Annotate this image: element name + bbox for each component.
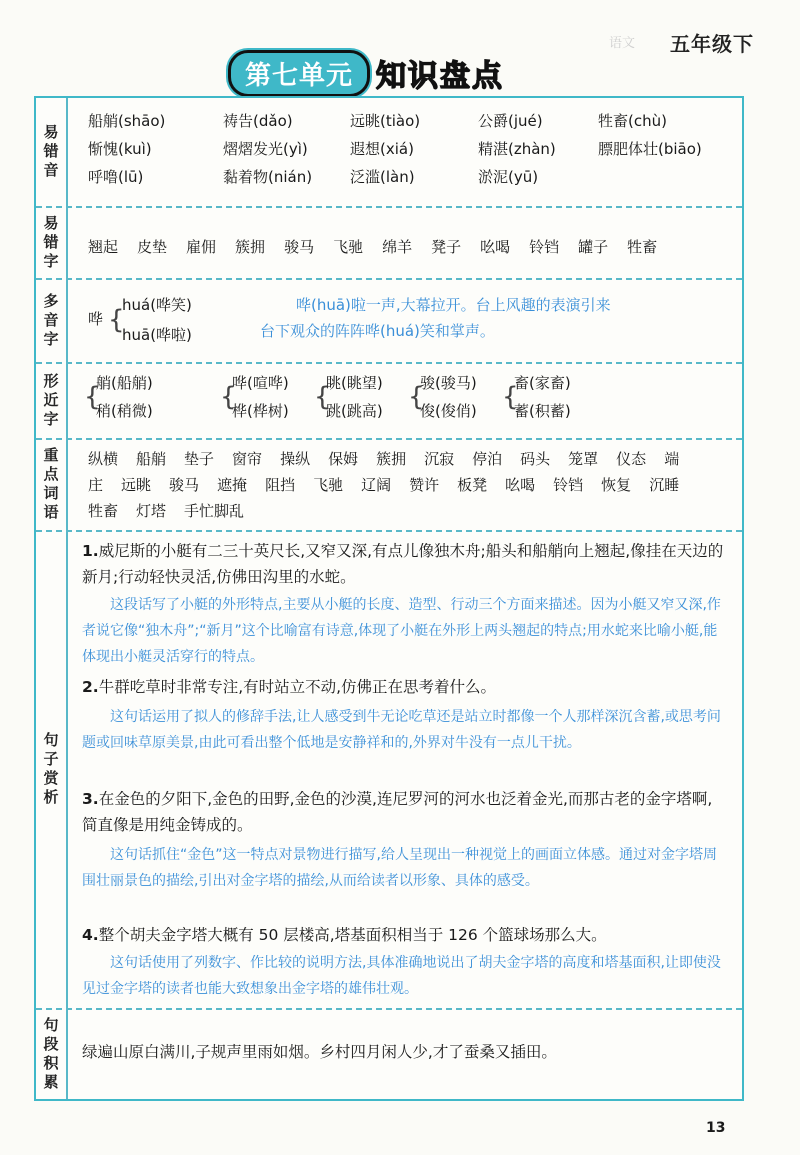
sentence-text: 威尼斯的小艇有二三十英尺长,又窄又深,有点儿像独木舟;船头和船艄向上翘起,像挂在天边的新月;行动轻快灵活,仿佛田沟里的水蛇。	[82, 542, 724, 586]
keyword: 保姆	[328, 450, 359, 468]
row-sentences	[36, 532, 742, 1010]
keyword: 簇拥	[376, 450, 407, 468]
keyword: 垫子	[184, 450, 215, 468]
similar-brace: {	[314, 382, 331, 412]
keyword: 遮掩	[217, 476, 248, 494]
keyword: 恢复	[601, 476, 632, 494]
similar-cell	[68, 364, 742, 438]
keyword: 窗帘	[232, 450, 263, 468]
sentence-item	[82, 538, 726, 590]
row-poly	[36, 280, 742, 364]
sentence-analysis: 这句话使用了列数字、作比较的说明方法,具体准确地说出了胡夫金字塔的高度和塔基面积,让即使没见过金字塔的读者也能大致想象出金字塔的雄伟壮观。	[82, 955, 721, 997]
similar-brace: {	[502, 382, 519, 412]
poem-text: 绿遍山原白满川,子规声里雨如烟。乡村四月闲人少,才了蚕桑又插田。	[82, 1043, 557, 1061]
keyword: 板凳	[457, 476, 488, 494]
pinyin-item: 精湛(zhàn)	[478, 140, 556, 158]
sentence-number: 1.	[82, 542, 99, 560]
sentences-cell	[68, 532, 742, 1008]
poly-note-2: 台下观众的阵阵哗(huá)笑和掌声。	[260, 322, 495, 340]
keyword: 赞许	[409, 476, 440, 494]
row-label: 重点词语	[36, 440, 68, 530]
keyword: 操纵	[280, 450, 311, 468]
poly-brace: {	[108, 305, 125, 335]
sentence-text: 在金色的夕阳下,金色的田野,金色的沙漠,连尼罗河的河水也泛着金光,而那古老的金字塔啊,简直像是用纯金铸成的。	[82, 790, 713, 834]
row-chars	[36, 208, 742, 280]
pinyin-item: 泛滥(làn)	[350, 168, 415, 186]
keyword-line	[88, 472, 732, 498]
keyword: 仪态	[616, 450, 647, 468]
banner-unit: 第七单元	[228, 50, 370, 97]
keyword: 端	[664, 450, 680, 468]
keyword: 停泊	[472, 450, 503, 468]
keyword: 笼罩	[568, 450, 599, 468]
sentence-analysis: 这句话抓住“金色”这一特点对景物进行描写,给人呈现出一种视觉上的画面立体感。通过对金字塔周围壮丽景色的描绘,引出对金字塔的描绘,从而给读者以形象、具体的感受。	[82, 847, 717, 889]
pinyin-item: 呼噜(lū)	[88, 168, 144, 186]
sentence-number: 3.	[82, 790, 99, 808]
error-char-word: 铃铛	[529, 238, 560, 256]
error-char-word: 绵羊	[382, 238, 413, 256]
pinyin-item: 熠熠发光(yì)	[223, 140, 308, 158]
similar-item: 哗(喧哗)	[232, 374, 289, 392]
error-char-word: 皮垫	[137, 238, 168, 256]
row-similar	[36, 364, 742, 440]
keyword-line	[88, 446, 732, 472]
pinyin-item: 淤泥(yū)	[478, 168, 539, 186]
poly-b: huā(哗啦)	[122, 326, 192, 344]
keyword: 庄	[88, 476, 104, 494]
pinyin-item: 膘肥体壮(biāo)	[598, 140, 702, 158]
row-label: 易错音	[36, 98, 68, 206]
pinyin-item: 惭愧(kuì)	[88, 140, 152, 158]
error-char-word: 凳子	[431, 238, 462, 256]
similar-item: 跳(跳高)	[326, 402, 383, 420]
keyword: 船艄	[136, 450, 167, 468]
chars-cell	[68, 208, 742, 278]
grade-label: 五年级下	[670, 32, 754, 56]
similar-item: 桦(桦树)	[232, 402, 289, 420]
similar-item: 俊(俊俏)	[420, 402, 477, 420]
keyword: 骏马	[169, 476, 200, 494]
similar-item: 稍(稍微)	[96, 402, 153, 420]
keyword: 灯塔	[136, 502, 167, 520]
keywords-block	[88, 446, 732, 524]
pinyin-cell	[68, 98, 742, 206]
error-char-word: 罐子	[578, 238, 609, 256]
poly-char: 哗	[88, 310, 104, 328]
similar-item: 眺(眺望)	[326, 374, 383, 392]
keyword-line	[88, 498, 732, 524]
pinyin-item: 祷告(dǎo)	[223, 112, 293, 130]
error-char-word: 骏马	[284, 238, 315, 256]
keyword: 码头	[520, 450, 551, 468]
error-char-word: 雇佣	[186, 238, 217, 256]
pinyin-item: 黏着物(nián)	[223, 168, 313, 186]
knowledge-table	[34, 96, 744, 1101]
banner-title: 知识盘点	[376, 59, 505, 94]
keyword: 沉寂	[424, 450, 455, 468]
similar-item: 蓄(积蓄)	[514, 402, 571, 420]
row-label: 形近字	[36, 364, 68, 438]
similar-brace: {	[220, 382, 237, 412]
row-label: 句子赏析	[36, 532, 68, 1008]
pinyin-item: 公爵(jué)	[478, 112, 543, 130]
sentence-number: 2.	[82, 678, 99, 696]
error-char-word: 簇拥	[235, 238, 266, 256]
keyword: 吆喝	[505, 476, 536, 494]
pinyin-item: 远眺(tiào)	[350, 112, 421, 130]
keyword: 铃铛	[553, 476, 584, 494]
keywords-cell	[68, 440, 742, 530]
keyword: 阻挡	[265, 476, 296, 494]
row-poem	[36, 1010, 742, 1099]
pinyin-item: 牲畜(chù)	[598, 112, 667, 130]
similar-item: 骏(骏马)	[420, 374, 477, 392]
error-char-word: 飞驰	[333, 238, 364, 256]
page-number: 13	[706, 1120, 726, 1136]
keyword: 辽阔	[361, 476, 392, 494]
unit-banner	[228, 52, 504, 94]
sentence-item	[82, 674, 726, 700]
sentence-text: 整个胡夫金字塔大概有 50 层楼高,塔基面积相当于 126 个篮球场那么大。	[98, 926, 607, 944]
sentence-item	[82, 786, 726, 838]
row-label: 易错字	[36, 208, 68, 278]
similar-item: 畜(家畜)	[514, 374, 571, 392]
sentence-analysis: 这句话运用了拟人的修辞手法,让人感受到牛无论吃草还是站立时都像一个人那样深沉含蓄,或思考问题或回味草原美景,由此可看出整个低地是安静祥和的,外界对牛没有一点儿干扰。	[82, 709, 721, 751]
keyword: 远眺	[121, 476, 152, 494]
similar-brace: {	[84, 382, 101, 412]
sentence-number: 4.	[82, 926, 99, 944]
row-label: 多音字	[36, 280, 68, 362]
similar-brace: {	[408, 382, 425, 412]
poly-a: huá(哗笑)	[122, 296, 192, 314]
poly-note-1: 哗(huā)啦一声,大幕拉开。台上风趣的表演引来	[296, 296, 611, 314]
similar-item: 艄(船艄)	[96, 374, 153, 392]
row-keywords	[36, 440, 742, 532]
row-pinyin	[36, 98, 742, 208]
keyword: 沉睡	[649, 476, 680, 494]
keyword: 手忙脚乱	[184, 502, 245, 520]
pinyin-item: 船艄(shāo)	[88, 112, 166, 130]
keyword: 纵横	[88, 450, 119, 468]
header-faint-label: 语文	[608, 36, 635, 51]
keyword: 牲畜	[88, 502, 119, 520]
chars-line	[88, 236, 676, 257]
pinyin-item: 遐想(xiá)	[350, 140, 414, 158]
sentence-item	[82, 922, 726, 948]
row-label: 句段积累	[36, 1010, 68, 1099]
keyword: 飞驰	[313, 476, 344, 494]
poly-cell	[68, 280, 742, 362]
error-char-word: 牲畜	[627, 238, 658, 256]
error-char-word: 吆喝	[480, 238, 511, 256]
poem-cell	[68, 1010, 742, 1099]
sentence-analysis: 这段话写了小艇的外形特点,主要从小艇的长度、造型、行动三个方面来描述。因为小艇又窄又深,作者说它像“独木舟”;“新月”这个比喻富有诗意,体现了小艇在外形上两头翘起的特点;用水蛇来比喻小艇,能体现出小艇灵活穿行的特点。	[82, 597, 721, 665]
error-char-word: 翘起	[88, 238, 119, 256]
sentence-text: 牛群吃草时非常专注,有时站立不动,仿佛正在思考着什么。	[98, 678, 497, 696]
